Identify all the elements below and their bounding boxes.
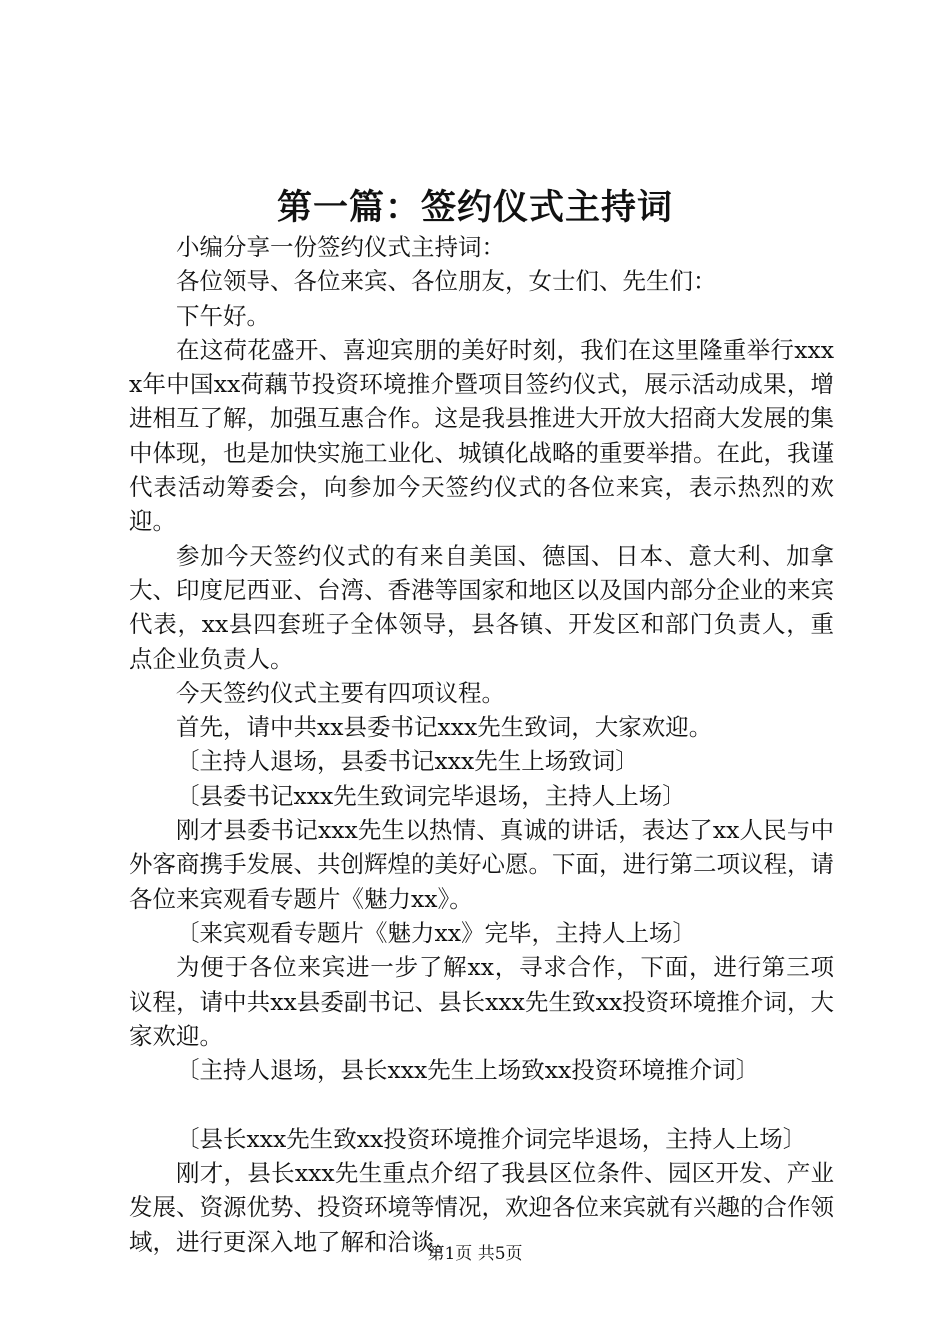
paragraph: 首先，请中共xx县委书记xxx先生致词，大家欢迎。 [176,713,713,742]
paragraph: 〔来宾观看专题片《魅力xx》完毕，主持人上场〕 [176,918,697,947]
paragraph: 今天签约仪式主要有四项议程。 [176,678,505,707]
paragraph: 参加今天签约仪式的有来自美国、德国、日本、意大利、加拿大、印度尼西亚、台湾、香港等国家和地区以及国内部分企业的来宾代表，xx县四套班子全体领导，县各镇、开发区和部门负责人，重点企业负责人。 [129,541,834,673]
paragraph: 〔县委书记xxx先生致词完毕退场，主持人上场〕 [176,781,686,810]
paragraph: 刚才县委书记xxx先生以热情、真诚的讲话，表达了xx人民与中外客商携手发展、共创辉煌的美好心愿。下面，进行第二项议程，请各位来宾观看专题片《魅力xx》。 [129,816,834,913]
paragraph: 在这荷花盛开、喜迎宾朋的美好时刻，我们在这里隆重举行xxxx年中国xx荷藕节投资环境推介暨项目签约仪式，展示活动成果，增进相互了解，加强互惠合作。这是我县推进大开放大招商大发展的集中体现，也是加快实施工业化、城镇化战略的重要举措。在此，我谨代表活动筹委会，向参加今天签约仪式的各位来宾，表示热烈的欢迎。 [129,335,834,536]
document-title: 第一篇：签约仪式主持词 [276,187,673,228]
paragraph: 下午好。 [176,301,270,330]
paragraph: 〔县长xxx先生致xx投资环境推介词完毕退场，主持人上场〕 [176,1124,807,1153]
paragraph: 刚才，县长xxx先生重点介绍了我县区位条件、园区开发、产业发展、资源优势、投资环境等情况，欢迎各位来宾就有兴趣的合作领域，进行更深入地了解和洽谈。 [129,1159,834,1256]
document-body [129,230,834,1259]
paragraph: 各位领导、各位来宾、各位朋友，女士们、先生们： [176,267,717,296]
paragraph: 〔主持人退场，县长xxx先生上场致xx投资环境推介词〕 [176,1056,760,1085]
paragraph: 为便于各位来宾进一步了解xx，寻求合作，下面，进行第三项议程，请中共xx县委副书记、县长xxx先生致xx投资环境推介词，大家欢迎。 [129,953,834,1050]
paragraph: 小编分享一份签约仪式主持词： [176,233,505,261]
paragraph: 〔主持人退场，县委书记xxx先生上场致词〕 [176,747,639,776]
page-footer: 第1页 共5页 [427,1244,523,1264]
